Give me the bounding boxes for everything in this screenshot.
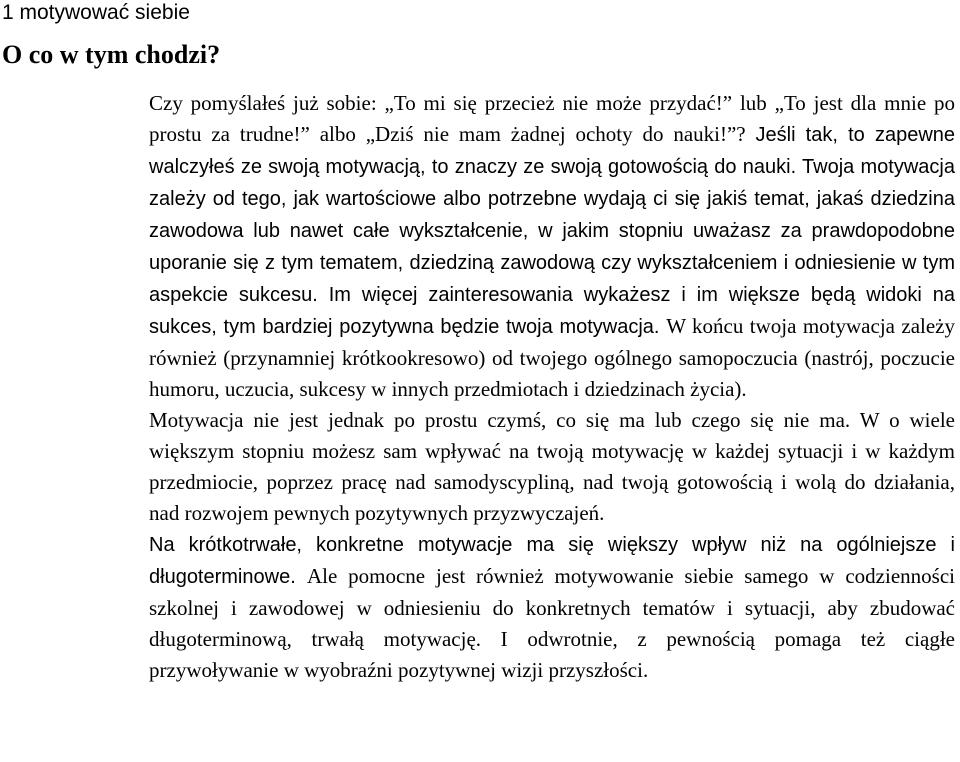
paragraph-1-intro: Czy pomyślałeś już sobie: „To mi się przecież nie może przydać!” lub „To jest dla mnie po prostu za trudne!” albo „Dziś nie mam żadnej ochoty do nauki!”? xyxy=(149,91,955,146)
paragraph-3 xyxy=(149,529,955,686)
paragraph-1 xyxy=(149,88,955,405)
body-text xyxy=(149,88,955,686)
paragraph-3-main: Ale pomocne jest również motywowanie siebie samego w codzienności szkolnej i zawodowej w odniesieniu do konkretnych tematów i sytuacji, aby zbudować długoterminową, trwałą motywację. I odwrotnie, z pewnością pomaga też ciągłe przywoływanie w wyobraźni pozytywnej wizji przyszłości. xyxy=(149,564,955,682)
chapter-heading: 1 motywować siebie xyxy=(2,1,190,24)
paragraph-1-main: Jeśli tak, to zapewne walczyłeś ze swoją motywacją, to znaczy ze swoją gotowością do nauki. Twoja motywacja zależy od tego, jak wartościowe albo potrzebne wydają ci się jakiś temat, jakaś dziedzina zawodowa lub nawet całe wykształcenie, w jakim stopniu uważasz za prawdopodobne uporanie się z tym tematem, dziedziną zawodową czy wykształceniem i odniesienie w tym aspekcie sukcesu. Im więcej zainteresowania wykażesz i im większe będą widoki na sukces, tym bardziej pozytywna będzie twoja motywacja. xyxy=(149,124,956,338)
section-title: O co w tym chodzi? xyxy=(2,40,221,69)
paragraph-3-intro: Na krótkotrwałe, konkretne motywacje ma się większy wpływ niż na ogólniejsze i długoterminowe. xyxy=(149,534,955,588)
paragraph-1-end: W końcu twoja motywacja zależy również (przynamniej krótkookresowo) od twojego ogólnego samopoczucia (nastrój, poczucie humoru, uczucia, sukcesy w innych przedmiotach i dziedzinach życia). xyxy=(149,314,955,401)
paragraph-2: Motywacja nie jest jednak po prostu czymś, co się ma lub czego się nie ma. W o wiele większym stopniu możesz sam wpływać na twoją motywację w każdej sytuacji i w każdym przedmiocie, poprzez pracę nad samodyscypliną, nad twoją gotowością i wolą do działania, nad rozwojem pewnych pozytywnych przyzwyczajeń. xyxy=(149,408,955,525)
